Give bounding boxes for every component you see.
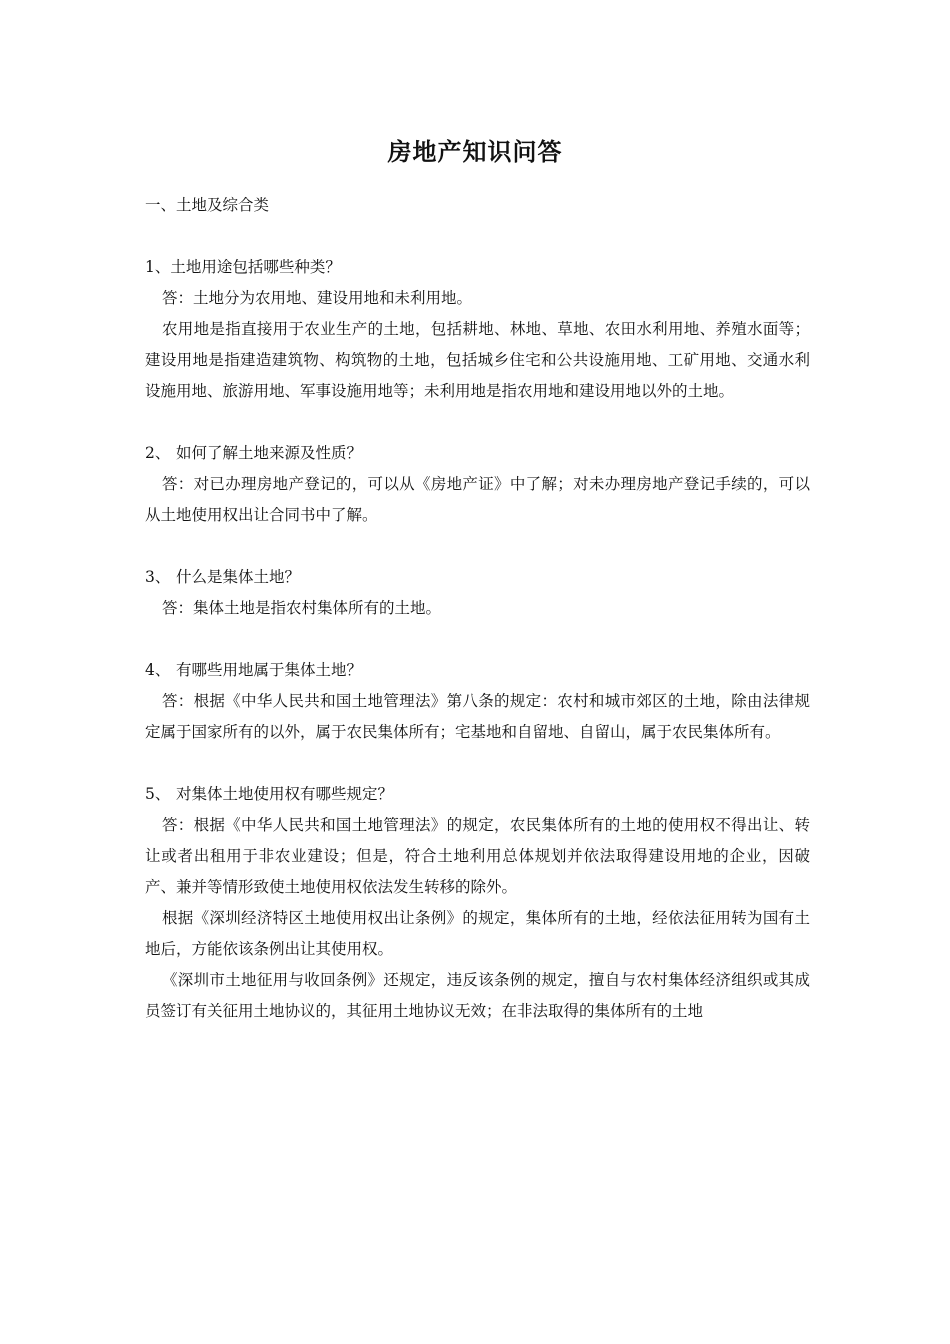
answer-1-paragraph-1: 答：土地分为农用地、建设用地和未利用地。 <box>162 289 473 307</box>
answer-3-paragraph-1: 答：集体土地是指农村集体所有的土地。 <box>162 599 442 617</box>
question-5-text: 对集体土地使用权有哪些规定？ <box>176 785 394 803</box>
document-title: 房地产知识问答 <box>387 137 563 166</box>
answer-1-paragraph-2: 农用地是指直接用于农业生产的土地，包括耕地、林地、草地、农田水利用地、养殖水面等；建设用地是指建造建筑物、构筑物的土地，包括城乡住宅和公共设施用地、工矿用地、交通水利设施用地、旅游用地、军事设施用地等；未利用地是指农用地和建设用地以外的土地。 <box>145 320 810 400</box>
question-4 <box>145 655 810 686</box>
question-3-number: 3、 <box>145 568 171 586</box>
answer-5-paragraph-3: 《深圳市土地征用与收回条例》还规定，违反该条例的规定，擅自与农村集体经济组织或其成员签订有关征用土地协议的，其征用土地协议无效；在非法取得的集体所有的土地 <box>145 971 810 1020</box>
question-3-text: 什么是集体土地？ <box>176 568 301 586</box>
answer-2-paragraph-1: 答：对已办理房地产登记的，可以从《房地产证》中了解；对未办理房地产登记手续的，可以从土地使用权出让合同书中了解。 <box>145 475 810 524</box>
qa-item-5 <box>145 779 810 1027</box>
question-2-number: 2、 <box>145 444 171 462</box>
document-body <box>145 190 810 1027</box>
question-5-number: 5、 <box>145 785 171 803</box>
spacer <box>145 624 810 655</box>
question-2-text: 如何了解土地来源及性质？ <box>176 444 363 462</box>
spacer <box>145 407 810 438</box>
qa-item-4 <box>145 655 810 748</box>
answer-5-paragraph-2: 根据《深圳经济特区土地使用权出让条例》的规定，集体所有的土地，经依法征用转为国有土地后，方能依该条例出让其使用权。 <box>145 909 810 958</box>
section-heading: 一、土地及综合类 <box>145 196 270 214</box>
spacer <box>145 748 810 779</box>
answer-4-paragraph-1: 答：根据《中华人民共和国土地管理法》第八条的规定：农村和城市郊区的土地，除由法律规定属于国家所有的以外，属于农民集体所有；宅基地和自留地、自留山，属于农民集体所有。 <box>145 692 810 741</box>
question-4-number: 4、 <box>145 661 171 679</box>
spacer <box>145 531 810 562</box>
answer-5-paragraph-1: 答：根据《中华人民共和国土地管理法》的规定，农民集体所有的土地的使用权不得出让、转让或者出租用于非农业建设；但是，符合土地利用总体规划并依法取得建设用地的企业，因破产、兼并等情形致使土地使用权依法发生转移的除外。 <box>145 816 810 896</box>
qa-item-1 <box>145 252 810 407</box>
spacer <box>145 221 810 252</box>
qa-item-2 <box>145 438 810 531</box>
question-1: 1、土地用途包括哪些种类？ <box>145 258 341 276</box>
qa-item-3 <box>145 562 810 624</box>
question-3 <box>145 562 810 593</box>
question-4-text: 有哪些用地属于集体土地？ <box>176 661 363 679</box>
question-5 <box>145 779 810 810</box>
question-2 <box>145 438 810 469</box>
